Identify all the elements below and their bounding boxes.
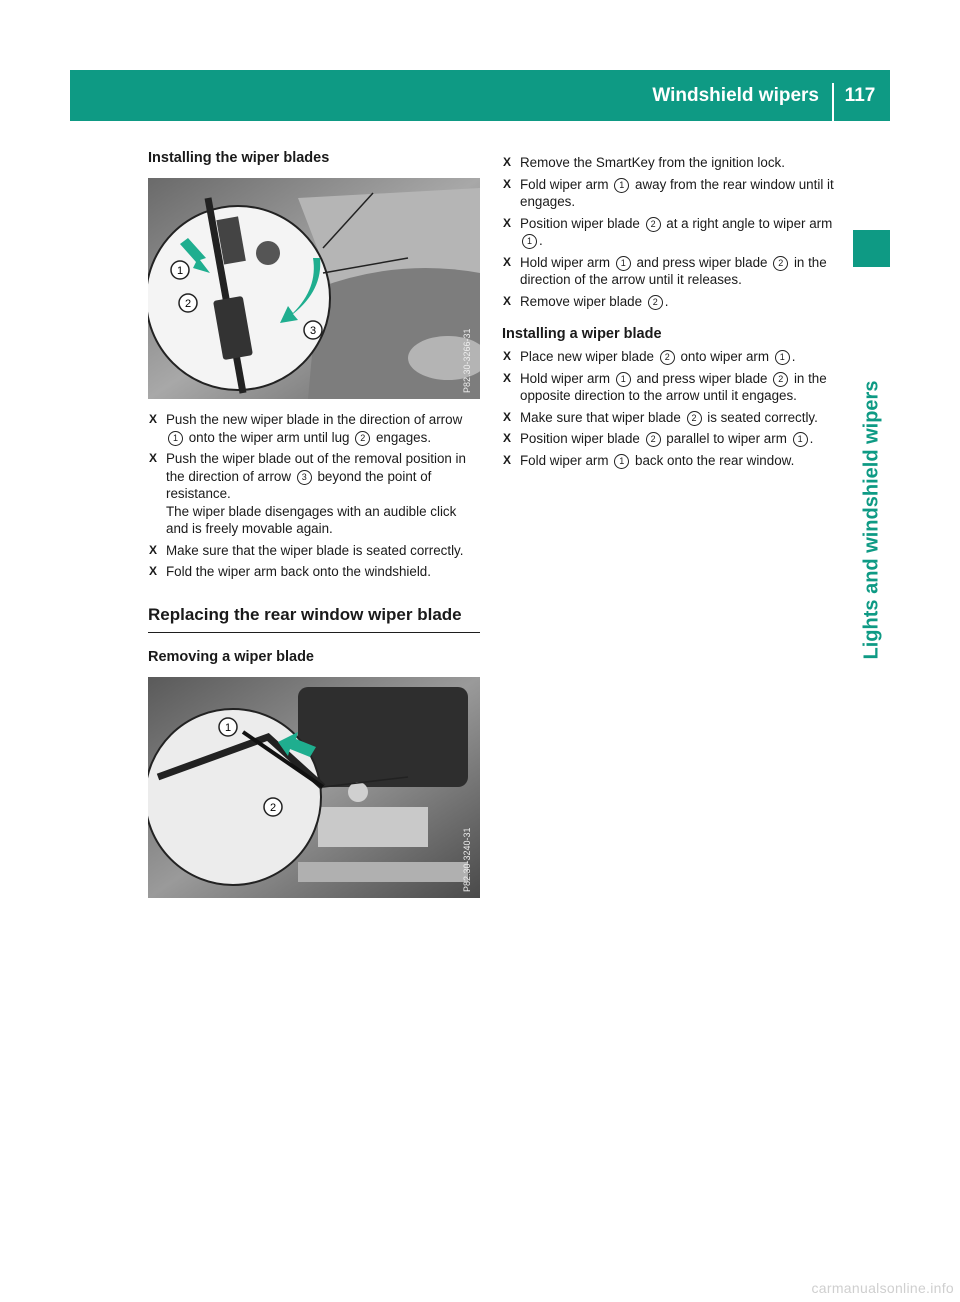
install-blade-heading: Installing a wiper blade: [502, 326, 662, 342]
callout-number: 1: [793, 432, 808, 447]
callout-3: 3: [309, 325, 317, 337]
list-item: X Fold wiper arm 1 back onto the rear window.: [502, 452, 842, 470]
callout-number: 2: [646, 432, 661, 447]
step-note: The wiper blade disengages with an audible click and is freely movable again.: [166, 503, 457, 536]
list-item: X Hold wiper arm 1 and press wiper blade 2 in the direction of the arrow until it releases.: [502, 254, 842, 289]
list-item: X Make sure that the wiper blade is seated correctly.: [148, 542, 480, 560]
remove-blade-heading: Removing a wiper blade: [148, 648, 314, 665]
page-number: 117: [844, 85, 876, 106]
list-item: X Push the new wiper blade in the direction of arrow 1 onto the wiper arm until lug 2 engages.: [148, 411, 480, 446]
left-column: [148, 150, 480, 898]
callout-number: 1: [616, 372, 631, 387]
list-item: X Position wiper blade 2 at a right angle to wiper arm 1 .: [502, 215, 842, 250]
rear-wiper-illustration: [148, 677, 480, 898]
callout-2: 2: [269, 801, 277, 814]
list-item: X Make sure that wiper blade 2 is seated correctly.: [502, 409, 842, 427]
callout-number: 2: [773, 256, 788, 271]
install-steps-list: [148, 411, 480, 581]
callout-number: 2: [687, 411, 702, 426]
remove-steps-list: [502, 154, 842, 310]
callout-number: 1: [614, 454, 629, 469]
figure-code: P82.30-3266-31: [462, 328, 472, 393]
side-tab-block: [853, 230, 890, 267]
callout-1: 1: [224, 721, 232, 734]
callout-number: 2: [648, 295, 663, 310]
callout-number: 2: [773, 372, 788, 387]
callout-1: 1: [176, 265, 184, 277]
page-header: [70, 70, 890, 121]
list-item: X Hold wiper arm 1 and press wiper blade 2 in the opposite direction to the arrow until it engages.: [502, 370, 842, 405]
header-divider: [832, 83, 834, 121]
windshield-wiper-illustration: [148, 178, 480, 399]
list-item: X Fold wiper arm 1 away from the rear window until it engages.: [502, 176, 842, 211]
list-item: X Position wiper blade 2 parallel to wiper arm 1 .: [502, 430, 842, 448]
callout-number: 2: [355, 431, 370, 446]
side-tab: [857, 270, 887, 770]
callout-number: 1: [168, 431, 183, 446]
header-title: Windshield wipers: [652, 85, 819, 106]
list-item: X Remove wiper blade 2 .: [502, 293, 842, 311]
callout-number: 2: [660, 350, 675, 365]
rear-wiper-section-heading: Replacing the rear window wiper blade: [148, 605, 480, 633]
callout-number: 1: [614, 178, 629, 193]
watermark: carmanualsonline.info: [811, 1280, 954, 1296]
callout-number: 3: [297, 470, 312, 485]
list-item: X Remove the SmartKey from the ignition lock.: [502, 154, 842, 172]
list-item: X Fold the wiper arm back onto the windshield.: [148, 563, 480, 581]
list-item: X Place new wiper blade 2 onto wiper arm 1 .: [502, 348, 842, 366]
install-blade-steps-list: [502, 348, 842, 469]
side-tab-label: Lights and windshield wipers: [860, 380, 883, 660]
figure-windshield-wiper: [148, 178, 480, 399]
callout-number: 1: [522, 234, 537, 249]
figure-rear-wiper: [148, 677, 480, 898]
callout-number: 1: [775, 350, 790, 365]
right-column: [502, 150, 842, 473]
list-item: X Push the wiper blade out of the removal position in the direction of arrow 3 beyond the point of resistance. The wiper blade disengages with an audible click and is freely movable again.: [148, 450, 480, 538]
callout-2: 2: [184, 298, 192, 310]
figure-code: P82.30-3240-31: [462, 826, 472, 892]
install-blades-heading: Installing the wiper blades: [148, 150, 330, 166]
callout-number: 1: [616, 256, 631, 271]
callout-number: 2: [646, 217, 661, 232]
